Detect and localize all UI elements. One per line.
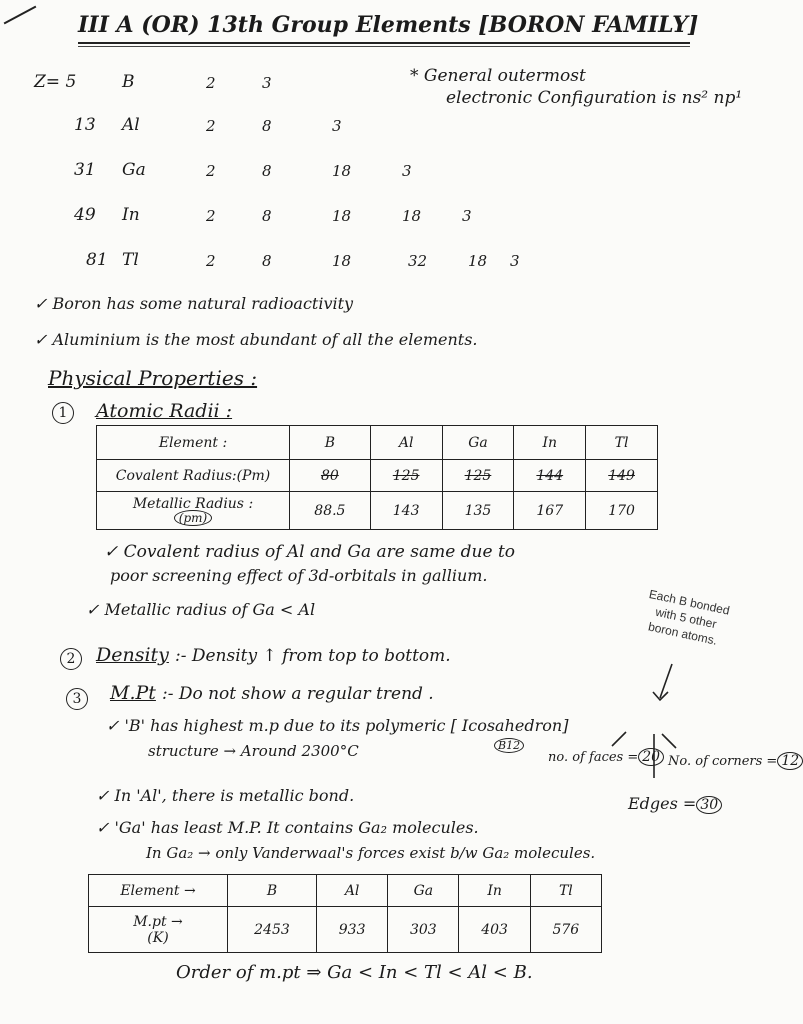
config-shell-1-2: 3 bbox=[332, 117, 342, 135]
mpt-row-unit: (K) bbox=[147, 929, 169, 946]
boron-mpt-note-line2: structure → Around 2300°C bbox=[148, 742, 359, 760]
mpt-number: 3 bbox=[66, 688, 88, 710]
config-shell-1-0: 2 bbox=[206, 117, 216, 135]
corners-number: 12 bbox=[777, 752, 803, 770]
config-z-2: 31 bbox=[74, 160, 96, 180]
config-shell-0-0: 2 bbox=[206, 74, 216, 92]
covalent-b: 80 bbox=[290, 460, 371, 492]
config-shell-4-5: 3 bbox=[510, 252, 520, 270]
config-shell-2-2: 18 bbox=[332, 162, 352, 180]
radii-header-al: Al bbox=[370, 426, 442, 460]
config-symbol-0: B bbox=[122, 72, 135, 92]
config-shell-3-3: 18 bbox=[402, 207, 422, 225]
config-shell-3-1: 8 bbox=[262, 207, 272, 225]
covalent-tl: 149 bbox=[586, 460, 658, 492]
radii-header-element: Element : bbox=[97, 426, 290, 460]
mpt-header-in: In bbox=[459, 875, 530, 907]
mpt-header-b: B bbox=[228, 875, 317, 907]
mpt-label: M.Pt bbox=[110, 682, 156, 704]
mpt-ga: 303 bbox=[388, 907, 459, 953]
corners-arrow bbox=[662, 734, 676, 748]
mpt-order: Order of m.pt ⇒ Ga < In < Tl < Al < B. bbox=[176, 962, 533, 983]
mpt-tl: 576 bbox=[530, 907, 601, 953]
general-config-note-line2: electronic Configuration is ns² np¹ bbox=[446, 88, 743, 108]
metallic-b: 88.5 bbox=[290, 492, 371, 530]
config-z-4: 81 bbox=[86, 250, 108, 270]
radii-header-tl: Tl bbox=[586, 426, 658, 460]
mpt-b: 2453 bbox=[228, 907, 317, 953]
faces-label: no. of faces = bbox=[548, 750, 639, 765]
title-wave bbox=[78, 42, 140, 46]
metallic-in: 167 bbox=[514, 492, 586, 530]
config-symbol-3: In bbox=[122, 205, 140, 225]
config-shell-4-0: 2 bbox=[206, 252, 216, 270]
covalent-al: 125 bbox=[370, 460, 442, 492]
mpt-al: 933 bbox=[317, 907, 388, 953]
mpt-header-element: Element → bbox=[89, 875, 228, 907]
b12-label: B12 bbox=[494, 734, 524, 753]
radii-header-in: In bbox=[514, 426, 586, 460]
density-number: 2 bbox=[60, 648, 82, 670]
icosahedron-caption: Each B bonded with 5 other boron atoms. bbox=[646, 586, 731, 648]
mpt-in: 403 bbox=[459, 907, 530, 953]
covalent-note-line1: ✓ Covalent radius of Al and Ga are same due to bbox=[104, 542, 516, 562]
mpt-header-tl: Tl bbox=[530, 875, 601, 907]
config-symbol-1: Al bbox=[122, 115, 140, 135]
config-z-3: 49 bbox=[74, 205, 96, 225]
config-shell-2-0: 2 bbox=[206, 162, 216, 180]
metallic-ga: 135 bbox=[442, 492, 514, 530]
fact-boron: ✓ Boron has some natural radioactivity bbox=[34, 294, 354, 313]
physical-properties-heading: Physical Properties : bbox=[48, 366, 258, 390]
config-shell-0-1: 3 bbox=[262, 74, 272, 92]
radii-header-b: B bbox=[290, 426, 371, 460]
config-symbol-2: Ga bbox=[122, 160, 146, 180]
gallium-note-line2: In Ga₂ → only Vanderwaal's forces exist b/w Ga₂ molecules. bbox=[146, 844, 596, 862]
mpt-header-al: Al bbox=[317, 875, 388, 907]
fact-aluminium: ✓ Aluminium is the most abundant of all the elements. bbox=[34, 330, 478, 349]
covalent-note-line2: poor screening effect of 3d-orbitals in gallium. bbox=[110, 566, 488, 585]
mpt-header-ga: Ga bbox=[388, 875, 459, 907]
edges-number: 30 bbox=[696, 796, 722, 814]
edges-label: Edges = bbox=[628, 794, 697, 813]
mpt-text: :- Do not show a regular trend . bbox=[161, 684, 434, 704]
faces-arrow bbox=[612, 732, 626, 746]
atomic-radii-number: 1 bbox=[52, 402, 74, 424]
config-shell-3-4: 3 bbox=[462, 207, 472, 225]
config-shell-4-3: 32 bbox=[408, 252, 428, 270]
config-symbol-4: Tl bbox=[122, 250, 139, 270]
config-shell-2-3: 3 bbox=[402, 162, 412, 180]
general-config-note-line1: * General outermost bbox=[410, 66, 586, 86]
metallic-tl: 170 bbox=[586, 492, 658, 530]
metallic-note: ✓ Metallic radius of Ga < Al bbox=[86, 600, 316, 619]
config-shell-4-4: 18 bbox=[468, 252, 488, 270]
gallium-note-line1: ✓ 'Ga' has least M.P. It contains Ga₂ molecules. bbox=[96, 818, 479, 837]
mpt-row-label-text: M.pt → bbox=[133, 913, 183, 930]
atomic-radii-heading: Atomic Radii : bbox=[96, 400, 233, 422]
config-shell-1-1: 8 bbox=[262, 117, 272, 135]
config-shell-3-0: 2 bbox=[206, 207, 216, 225]
density-text: :- Density ↑ from top to bottom. bbox=[174, 646, 451, 666]
covalent-in: 144 bbox=[514, 460, 586, 492]
metallic-radius-unit: (pm) bbox=[174, 510, 212, 526]
covalent-radius-label: Covalent Radius:(Pm) bbox=[97, 460, 290, 492]
corners-label: No. of corners = bbox=[668, 754, 778, 769]
config-shell-3-2: 18 bbox=[332, 207, 352, 225]
config-shell-4-2: 18 bbox=[332, 252, 352, 270]
faces-number: 20 bbox=[638, 748, 664, 766]
config-z-1: 13 bbox=[74, 115, 96, 135]
covalent-ga: 125 bbox=[442, 460, 514, 492]
config-shell-4-1: 8 bbox=[262, 252, 272, 270]
boron-mpt-note-line1: ✓ 'B' has highest m.p due to its polymeric [ Icosahedron] bbox=[106, 716, 569, 735]
config-z-0: Z= 5 bbox=[34, 72, 77, 92]
density-label: Density bbox=[96, 644, 169, 666]
metallic-radius-label-text: Metallic Radius : bbox=[132, 495, 254, 512]
aluminium-bond-note: ✓ In 'Al', there is metallic bond. bbox=[96, 786, 355, 805]
radii-header-ga: Ga bbox=[442, 426, 514, 460]
metallic-al: 143 bbox=[370, 492, 442, 530]
config-shell-2-1: 8 bbox=[262, 162, 272, 180]
page-title: III A (OR) 13th Group Elements [BORON FAMILY] bbox=[78, 12, 699, 38]
